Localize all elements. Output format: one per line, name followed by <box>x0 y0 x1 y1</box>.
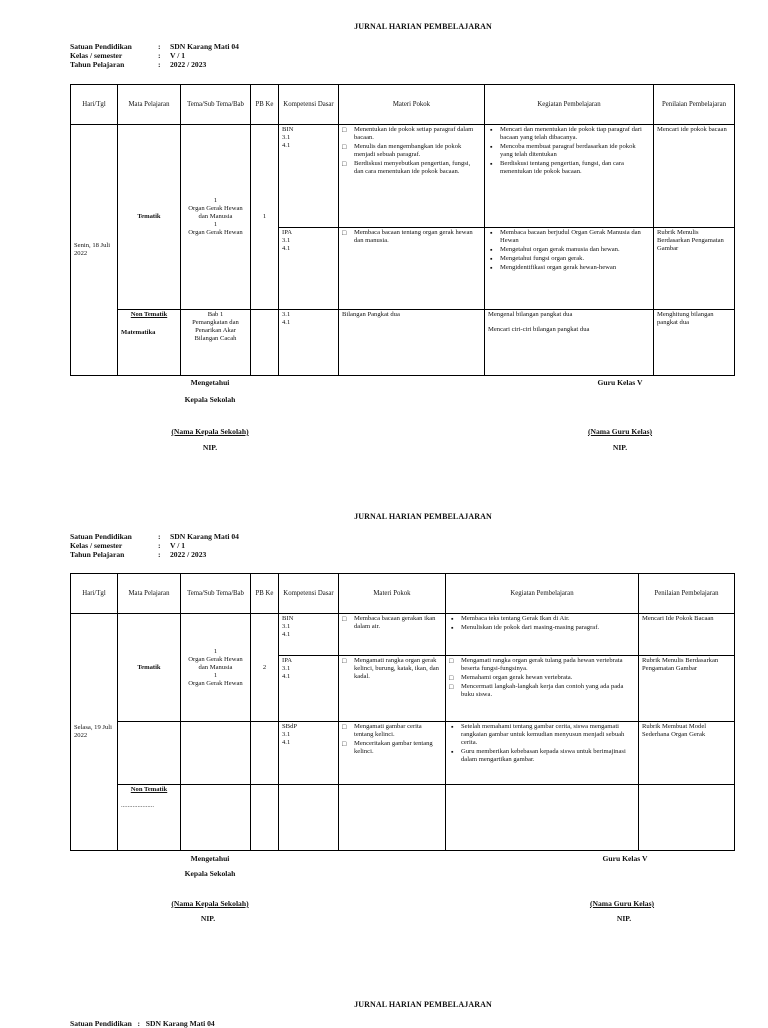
class-label: Kelas / semester <box>70 541 123 550</box>
bullet-list <box>342 229 481 245</box>
penilaian-cell: Rubrik Menulis Berdasarkan Pengamatan Gambar <box>639 656 735 722</box>
list-item: ▪ Guru memberikan kebebasan kepada siswa untuk berimajinasi dalam mengartikan gambar. <box>449 748 635 764</box>
header-materi: Materi Pokok <box>339 574 446 614</box>
penilaian-cell: Rubrik Membuat Model Sederhana Organ Gerak <box>639 722 735 785</box>
kd-cell: SBdP 3.1 4.1 <box>279 722 339 785</box>
pb-cell: 1 <box>251 125 279 310</box>
colon: : <box>158 532 161 541</box>
teacher-name: (Nama Guru Kelas) <box>589 899 655 908</box>
list-item: □ Menceritakan gambar tentang kelinci. <box>342 740 442 756</box>
materi-cell: Bilangan Pangkat dua <box>339 310 485 376</box>
materi-cell <box>339 785 446 851</box>
list-item: ▪ Membaca teks tentang Gerak Ikan di Air. <box>449 615 635 623</box>
class-value: V / 1 <box>170 541 186 550</box>
nontematik-subject: .................... <box>121 802 154 809</box>
school-label: Satuan Pendidikan <box>70 42 132 51</box>
pb-cell <box>251 310 279 376</box>
subject-cell: Tematik <box>118 125 181 310</box>
header-subject: Mata Pelajaran <box>118 574 181 614</box>
kegiatan-cell <box>485 310 654 376</box>
kegiatan-line: Mencari ciri-ciri bilangan pangkat dua <box>488 326 590 333</box>
materi-cell <box>339 614 446 656</box>
approve-label: Mengetahui <box>190 854 230 863</box>
teacher-name: (Nama Guru Kelas) <box>587 427 653 436</box>
bullet-list <box>342 615 442 631</box>
header-theme: Tema/Sub Tema/Bab <box>181 85 251 125</box>
list-item: ▪ Mencoba membuat paragraf berdasarkan ide pokok yang telah ditentukan <box>488 143 650 159</box>
list-item: ▪ Berdiskusi tentang pengertian, fungsi, dan cara menentukan ide pokok bacaan. <box>488 160 650 176</box>
bullet-list <box>488 229 650 272</box>
list-item: □ Mencermati langkah-langkah kerja dan contoh yang ada pada buku siswa. <box>449 683 635 699</box>
journal-table <box>70 84 735 376</box>
penilaian-cell: Mencari ide pokok bacaan <box>654 125 735 228</box>
header-materi: Materi Pokok <box>339 85 485 125</box>
journal-title: JURNAL HARIAN PEMBELAJARAN <box>354 512 492 521</box>
list-item: ▪ Mengetahui fungsi organ gerak. <box>488 255 650 263</box>
list-item: □ Membaca bacaan gerakan ikan dalam air. <box>342 615 442 631</box>
header-day: Hari/Tgl <box>71 574 118 614</box>
theme-cell: 1 Organ Gerak Hewan dan Manusia 1 Organ Gerak Hewan <box>181 614 251 722</box>
bullet-list <box>342 657 442 681</box>
kd-cell: IPA 3.1 4.1 <box>279 656 339 722</box>
head-name: (Nama Kepala Sekolah) <box>171 427 249 436</box>
kegiatan-cell <box>485 125 654 228</box>
year-label: Tahun Pelajaran <box>70 60 125 69</box>
theme-cell: Bab 1 Pemangkatan dan Penarikan Akar Bilangan Cacah <box>181 310 251 376</box>
list-item: □ Menulis dan mengembangkan ide pokok menjadi sebuah paragraf. <box>342 143 481 159</box>
theme-cell <box>181 722 251 785</box>
materi-cell <box>339 228 485 310</box>
colon: : <box>158 550 161 559</box>
penilaian-cell <box>639 785 735 851</box>
list-item: □ Memahami organ gerak hewan vertebrata. <box>449 674 635 682</box>
head-nip: NIP. <box>200 914 216 923</box>
teacher-nip: NIP. <box>616 914 632 923</box>
list-item: □ Membaca bacaan tentang organ gerak hewan dan manusia. <box>342 229 481 245</box>
kd-cell: BIN 3.1 4.1 <box>279 614 339 656</box>
materi-cell <box>339 656 446 722</box>
nontematik-subject-cell <box>118 785 181 851</box>
pb-cell: 2 <box>251 614 279 722</box>
theme-cell <box>181 785 251 851</box>
nontematik-label: Non Tematik <box>130 786 168 793</box>
teacher-title: Guru Kelas V <box>602 854 648 863</box>
bullet-list <box>342 723 442 756</box>
class-label: Kelas / semester <box>70 51 123 60</box>
kd-cell: 3.1 4.1 <box>279 310 339 376</box>
penilaian-cell: Menghitung bilangan pangkat dua <box>654 310 735 376</box>
list-item: ▪ Mengidentifikasi organ gerak hewan-hewan <box>488 264 650 272</box>
pb-cell <box>251 722 279 785</box>
list-item: ▪ Setelah memahami tentang gambar cerita, siswa mengamati rangkaian gambar untuk kemudian menyusun menjadi sebuah cerita. <box>449 723 635 747</box>
year-value: 2022 / 2023 <box>170 550 207 559</box>
nontematik-subject-cell <box>118 310 181 376</box>
kegiatan-cell <box>446 722 639 785</box>
header-kegiatan: Kegiatan Pembelajaran <box>485 85 654 125</box>
day-cell: Senin, 18 Juli 2022 <box>71 125 118 376</box>
bullet-list <box>449 723 635 764</box>
colon: : <box>158 541 161 550</box>
head-nip: NIP. <box>202 443 218 452</box>
kegiatan-cell <box>446 614 639 656</box>
penilaian-cell: Mencari Ide Pokok Bacaan <box>639 614 735 656</box>
kd-cell <box>279 785 339 851</box>
day-cell: Selasa, 19 Juli 2022 <box>71 614 118 851</box>
header-pb: PB Ke <box>251 574 279 614</box>
materi-cell <box>339 125 485 228</box>
header-kegiatan: Kegiatan Pembelajaran <box>446 574 639 614</box>
head-title: Kepala Sekolah <box>184 395 236 404</box>
class-value: V / 1 <box>170 51 186 60</box>
approve-label: Mengetahui <box>190 378 230 387</box>
journal-table <box>70 573 735 851</box>
colon: : <box>158 51 161 60</box>
journal-meta <box>70 532 239 559</box>
journal-title: JURNAL HARIAN PEMBELAJARAN <box>354 22 492 31</box>
list-item: □ Mengamati rangka organ gerak tulang pada hewan vertebrata beserta fungsi-fungsinya. <box>449 657 635 673</box>
materi-cell <box>339 722 446 785</box>
subject-cell: Tematik <box>118 614 181 722</box>
kegiatan-cell <box>446 656 639 722</box>
theme-cell: 1 Organ Gerak Hewan dan Manusia 1 Organ Gerak Hewan <box>181 125 251 310</box>
colon: : <box>158 60 161 69</box>
nontematik-subject: Matematika <box>121 329 156 336</box>
colon: : <box>158 42 161 51</box>
year-value: 2022 / 2023 <box>170 60 207 69</box>
kd-cell: IPA 3.1 4.1 <box>279 228 339 310</box>
subject-cell <box>118 722 181 785</box>
header-kd: Kompetensi Dasar <box>279 574 339 614</box>
journal-meta-partial: Satuan Pendidikan : SDN Karang Mati 04 <box>70 1019 215 1028</box>
kegiatan-cell <box>446 785 639 851</box>
bullet-list <box>342 126 481 176</box>
school-value: SDN Karang Mati 04 <box>170 42 239 51</box>
school-value: SDN Karang Mati 04 <box>170 532 239 541</box>
header-subject: Mata Pelajaran <box>118 85 181 125</box>
penilaian-cell: Rubrik Menulis Berdasarkan Pengamatan Gambar <box>654 228 735 310</box>
pb-cell <box>251 785 279 851</box>
bullet-list <box>488 126 650 176</box>
list-item: □ Mengamati rangka organ gerak kelinci, burung, katak, ikan, dan kadal. <box>342 657 442 681</box>
list-item: ▪ Mengetahui organ gerak manusia dan hewan. <box>488 246 650 254</box>
journal-title: JURNAL HARIAN PEMBELAJARAN <box>354 1000 492 1009</box>
header-pb: PB Ke <box>251 85 279 125</box>
bullet-list <box>449 657 635 699</box>
head-name: (Nama Kepala Sekolah) <box>171 899 249 908</box>
list-item: ▪ Menuliskan ide pokok dari masing-masing paragraf. <box>449 624 635 632</box>
kegiatan-cell <box>485 228 654 310</box>
head-title: Kepala Sekolah <box>184 869 236 878</box>
list-item: □ Menentukan ide pokok setiap paragraf dalam bacaan. <box>342 126 481 142</box>
teacher-title: Guru Kelas V <box>597 378 643 387</box>
header-day: Hari/Tgl <box>71 85 118 125</box>
kegiatan-line: Mengenal bilangan pangkat dua <box>488 311 573 318</box>
list-item: ▪ Mencari dan menentukan ide pokok tiap paragraf dari bacaan yang telah dibacanya. <box>488 126 650 142</box>
list-item: ▪ Membaca bacaan berjudul Organ Gerak Manusia dan Hewan <box>488 229 650 245</box>
bullet-list <box>449 615 635 632</box>
journal-meta <box>70 42 239 69</box>
kd-cell: BIN 3.1 4.1 <box>279 125 339 228</box>
header-penilaian: Penilaian Pembelajaran <box>639 574 735 614</box>
list-item: □ Berdiskusi menyebutkan pengertian, fungsi, dan cara menentukan ide pokok bacaan. <box>342 160 481 176</box>
school-label: Satuan Pendidikan <box>70 532 132 541</box>
teacher-nip: NIP. <box>612 443 628 452</box>
header-kd: Kompetensi Dasar <box>279 85 339 125</box>
list-item: □ Mengamati gambar cerita tentang kelinci. <box>342 723 442 739</box>
year-label: Tahun Pelajaran <box>70 550 125 559</box>
nontematik-label: Non Tematik <box>130 311 168 318</box>
header-penilaian: Penilaian Pembelajaran <box>654 85 735 125</box>
header-theme: Tema/Sub Tema/Bab <box>181 574 251 614</box>
